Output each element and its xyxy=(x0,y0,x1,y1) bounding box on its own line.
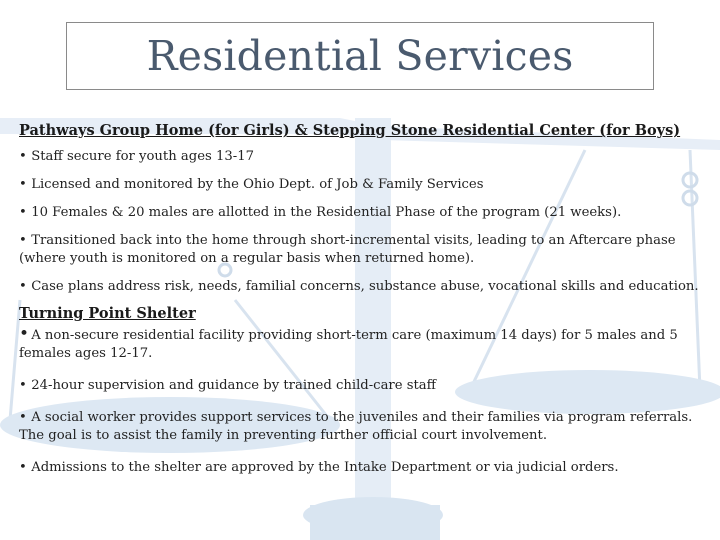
list-item: • Staff secure for youth ages 13-17 xyxy=(19,149,254,164)
list-item: • Licensed and monitored by the Ohio Dept. of Job & Family Services xyxy=(19,177,484,192)
list-item: • 24-hour supervision and guidance by trained child-care staff xyxy=(19,378,437,393)
list-item: • Transitioned back into the home through short-incremental visits, leading to an Aftercare phase (where youth is monitored on a regular basis when returned home). xyxy=(19,233,676,266)
section-heading-turning-point: Turning Point Shelter xyxy=(19,305,196,322)
title-box xyxy=(66,22,654,90)
section-heading-pathways: Pathways Group Home (for Girls) & Stepping Stone Residential Center (for Boys) xyxy=(19,122,681,139)
page-title: Residential Services xyxy=(146,32,574,80)
content-body xyxy=(19,121,709,477)
list-item: • A non-secure residential facility providing short-term care (maximum 14 days) for 5 males and 5 females ages 12-17. xyxy=(19,324,678,361)
list-item: • Admissions to the shelter are approved by the Intake Department or via judicial orders. xyxy=(19,460,619,475)
list-item: • Case plans address risk, needs, familial concerns, substance abuse, vocational skills and education. xyxy=(19,279,699,294)
list-item: • 10 Females & 20 males are allotted in the Residential Phase of the program (21 weeks). xyxy=(19,205,622,220)
list-item: • A social worker provides support services to the juveniles and their families via program referrals. The goal is to assist the family in preventing further official court involvement. xyxy=(19,410,693,443)
